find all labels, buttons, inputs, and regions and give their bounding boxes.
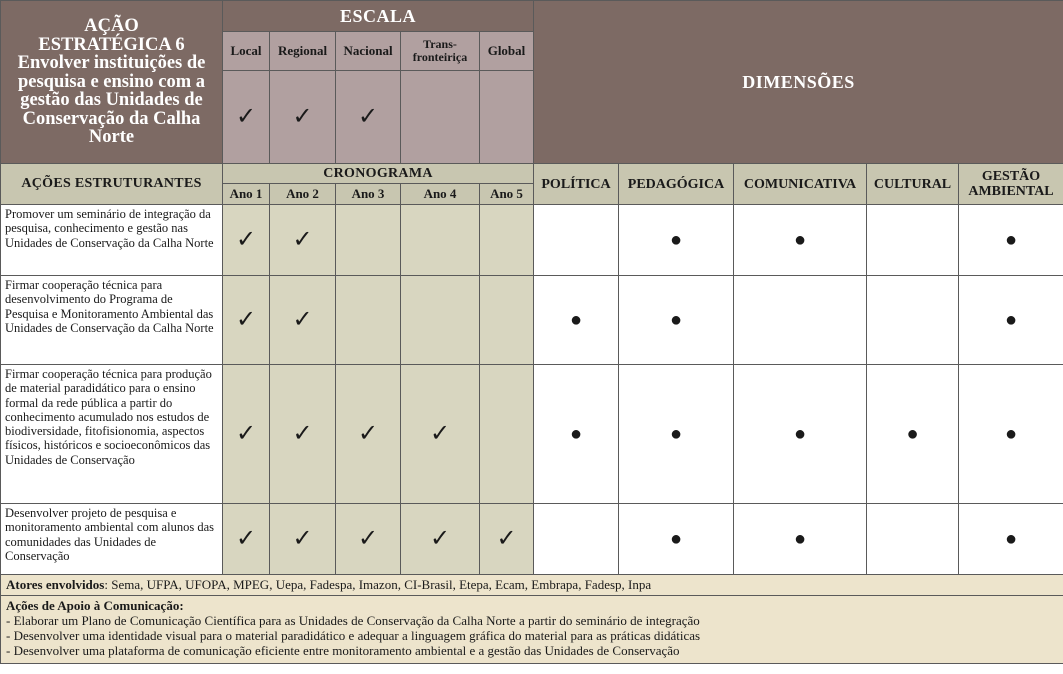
dot-icon: ● — [906, 423, 919, 445]
scale-check-cell — [223, 71, 270, 164]
dimension-dot-cell — [867, 504, 959, 575]
scale-check-cell — [401, 71, 480, 164]
dimension-dot-cell — [619, 504, 734, 575]
action-text: Firmar cooperação técnica para produção de material paradidático para o ensino formal da rede pública a partir do conhecimento acumulado nos estudos de biodiversidade, fitofisionomia, aspectos físicos, históricos e socioeconômicos das Unidades de Conservação — [1, 365, 223, 504]
cronograma-header: CRONOGRAMA — [223, 164, 534, 184]
title-line: Norte — [88, 127, 135, 148]
action-text: Desenvolver projeto de pesquisa e monitoramento ambiental com alunos das comunidades das Unidades de Conservação — [1, 504, 223, 575]
apoio-item: - Desenvolver uma plataforma de comunicação eficiente entre monitoramento ambiental e a gestão das Unidades de Conservação — [6, 643, 680, 658]
scale-col-header: Global — [480, 32, 534, 71]
dimension-col-header: PEDAGÓGICA — [619, 164, 734, 205]
action-text: Promover um seminário de integração da pesquisa, conhecimento e gestão nas Unidades de Conservação da Calha Norte — [1, 205, 223, 276]
dimension-dot-cell — [959, 365, 1063, 504]
year-check-cell — [270, 276, 336, 365]
title-line: ESTRATÉGICA 6 — [38, 34, 185, 55]
escala-header: ESCALA — [223, 1, 534, 32]
apoio-item: - Elaborar um Plano de Comunicação Científica para as Unidades de Conservação da Calha Norte a partir do seminário de integração — [6, 613, 700, 628]
scale-col-header: Nacional — [336, 32, 401, 71]
year-check-cell — [223, 504, 270, 575]
check-icon: ✓ — [357, 104, 379, 130]
year-col-header: Ano 2 — [270, 184, 336, 205]
dot-icon: ● — [1004, 309, 1018, 331]
dimension-dot-cell — [619, 276, 734, 365]
dot-icon: ● — [569, 423, 583, 445]
acoes-apoio-comunicacao — [1, 596, 1063, 664]
check-icon: ✓ — [357, 421, 379, 447]
year-check-cell — [480, 276, 534, 365]
acoes-estruturantes-header: AÇÕES ESTRUTURANTES — [1, 164, 223, 205]
dimension-dot-cell — [734, 365, 867, 504]
year-col-header: Ano 4 — [401, 184, 480, 205]
atores-label: Atores envolvidos — [6, 577, 105, 592]
scale-col-header: Local — [223, 32, 270, 71]
dimension-dot-cell — [867, 365, 959, 504]
dimension-dot-cell — [534, 365, 619, 504]
dimension-dot-cell — [734, 276, 867, 365]
dot-icon: ● — [1004, 423, 1018, 445]
dimension-col-header: CULTURAL — [867, 164, 959, 205]
dot-icon: ● — [569, 309, 583, 331]
year-check-cell — [401, 365, 480, 504]
check-icon: ✓ — [292, 526, 313, 552]
year-check-cell — [401, 205, 480, 276]
scale-check-cell — [336, 71, 401, 164]
check-icon: ✓ — [429, 526, 451, 552]
table-row — [1, 205, 1063, 276]
year-check-cell — [336, 365, 401, 504]
year-col-header: Ano 5 — [480, 184, 534, 205]
dot-icon: ● — [793, 423, 807, 445]
year-col-header: Ano 3 — [336, 184, 401, 205]
year-check-cell — [401, 504, 480, 575]
check-icon: ✓ — [235, 227, 257, 253]
title-line: pesquisa e ensino com a — [17, 71, 206, 92]
title-line: AÇÃO — [84, 16, 139, 37]
year-check-cell — [401, 276, 480, 365]
scale-col-header: Trans- fronteiriça — [401, 32, 480, 71]
dimension-dot-cell — [867, 205, 959, 276]
year-check-cell — [223, 205, 270, 276]
apoio-label: Ações de Apoio à Comunicação: — [6, 598, 184, 613]
dimension-dot-cell — [534, 205, 619, 276]
atores-envolvidos — [1, 575, 1063, 596]
check-icon: ✓ — [429, 421, 451, 447]
dot-icon: ● — [1004, 528, 1018, 550]
check-icon: ✓ — [496, 526, 517, 552]
scale-check-cell — [480, 71, 534, 164]
scale-check-cell — [270, 71, 336, 164]
dimension-dot-cell — [959, 276, 1063, 365]
check-icon: ✓ — [235, 104, 257, 130]
dimensoes-header: DIMENSÕES — [534, 1, 1063, 164]
year-check-cell — [336, 276, 401, 365]
scale-col-header: Regional — [270, 32, 336, 71]
year-check-cell — [480, 205, 534, 276]
table-row — [1, 504, 1063, 575]
atores-list: : Sema, UFPA, UFOPA, MPEG, Uepa, Fadespa, Imazon, CI-Brasil, Etepa, Ecam, Embrapa, Fadesp, Inpa — [104, 577, 652, 592]
apoio-item: - Desenvolver uma identidade visual para o material paradidático e adequar a linguagem gráfica do material para as práticas didáticas — [6, 628, 701, 643]
table-row — [1, 276, 1063, 365]
year-col-header: Ano 1 — [223, 184, 270, 205]
dimension-dot-cell — [734, 205, 867, 276]
dimension-dot-cell — [959, 205, 1063, 276]
dot-icon: ● — [793, 229, 807, 251]
check-icon: ✓ — [235, 526, 257, 552]
check-icon: ✓ — [292, 227, 313, 253]
title-line: Conservação da Calha — [22, 108, 201, 129]
year-check-cell — [336, 504, 401, 575]
dimension-dot-cell — [959, 504, 1063, 575]
title-line: Envolver instituições de — [17, 53, 206, 74]
check-icon: ✓ — [235, 307, 257, 333]
year-check-cell — [270, 504, 336, 575]
year-check-cell — [270, 205, 336, 276]
dimension-dot-cell — [534, 276, 619, 365]
table-row — [1, 365, 1063, 504]
dimension-dot-cell — [867, 276, 959, 365]
title-line: gestão das Unidades de — [20, 90, 203, 111]
dot-icon: ● — [669, 423, 683, 445]
year-check-cell — [336, 205, 401, 276]
dimension-dot-cell — [534, 504, 619, 575]
year-check-cell — [223, 365, 270, 504]
dot-icon: ● — [793, 528, 807, 550]
dot-icon: ● — [1004, 229, 1018, 251]
dimension-col-header: COMUNICATIVA — [734, 164, 867, 205]
check-icon: ✓ — [292, 307, 313, 333]
dot-icon: ● — [669, 528, 683, 550]
check-icon: ✓ — [357, 526, 379, 552]
check-icon: ✓ — [292, 104, 313, 130]
year-check-cell — [480, 365, 534, 504]
dot-icon: ● — [669, 309, 683, 331]
dimension-col-header: GESTÃO AMBIENTAL — [959, 164, 1063, 205]
action-text: Firmar cooperação técnica para desenvolvimento do Programa de Pesquisa e Monitoramento Ambiental das Unidades de Conservação da Calha Norte — [1, 276, 223, 365]
check-icon: ✓ — [292, 421, 313, 447]
dimension-dot-cell — [619, 205, 734, 276]
year-check-cell — [480, 504, 534, 575]
year-check-cell — [270, 365, 336, 504]
dot-icon: ● — [669, 229, 683, 251]
year-check-cell — [223, 276, 270, 365]
dimension-col-header: POLÍTICA — [534, 164, 619, 205]
check-icon: ✓ — [235, 421, 257, 447]
dimension-dot-cell — [734, 504, 867, 575]
dimension-dot-cell — [619, 365, 734, 504]
strategic-action-title — [1, 1, 223, 164]
